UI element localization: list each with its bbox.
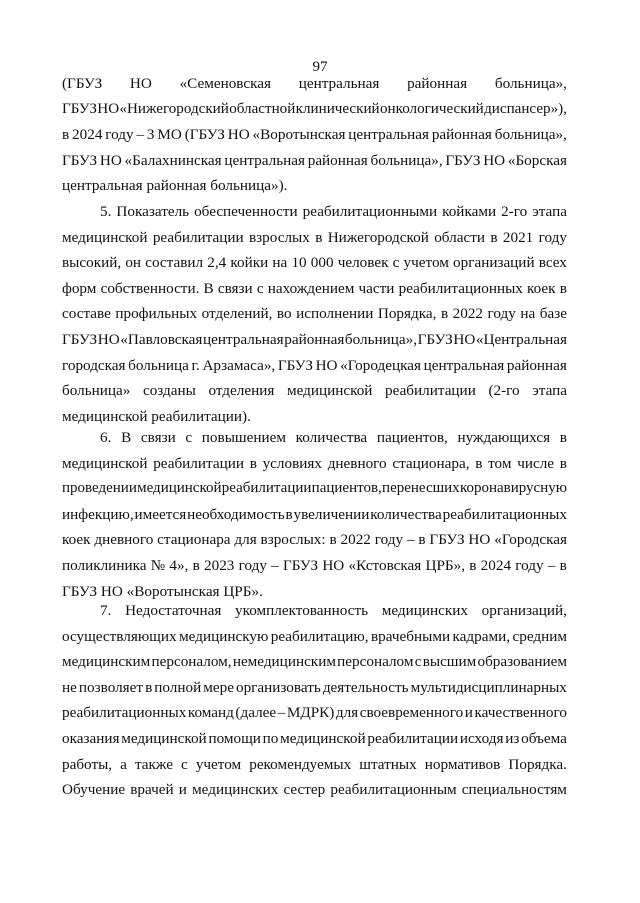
text-line: 6. В связи с повышением количества пациентов, нуждающихся в <box>100 429 567 446</box>
text-line: медицинской реабилитации взрослых в Нижегородской области в 2021 году <box>62 228 567 246</box>
text-line: оказания медицинской помощи по медицинской реабилитации исходя из объема <box>62 729 567 747</box>
text-line: форм собственности. В связи с нахождением части реабилитационных коек в <box>62 279 567 297</box>
text-line: (ГБУЗ НО «Семеновская центральная районная больница», <box>62 75 567 92</box>
text-line: инфекцию, имеется необходимость в увеличении количества реабилитационных <box>62 505 567 523</box>
paragraph-item-5 <box>62 199 567 429</box>
paragraph-continuation <box>62 71 567 199</box>
text-line: медицинской реабилитации в условиях дневного стационара, в том числе в <box>62 454 567 472</box>
page-number: 97 <box>312 59 328 75</box>
text-line: работы, а также с учетом рекомендуемых штатных нормативов Порядка. <box>62 755 567 773</box>
text-line: проведении медицинской реабилитации пациентов, перенесших коронавирусную <box>62 480 567 497</box>
text-line: в 2024 году – 3 МО (ГБУЗ НО «Воротынская центральная районная больница», <box>62 126 567 144</box>
text-line: не позволяет в полной мере организовать деятельность мультидисциплинарных <box>62 678 567 696</box>
text-line: медицинским персоналом, немедицинским персоналом с высшим образованием <box>62 653 567 671</box>
paragraph-item-7 <box>62 598 567 803</box>
paragraph-item-6 <box>62 425 567 604</box>
text-line: высокий, он составил 2,4 койки на 10 000 человек с учетом организаций всех <box>62 254 567 272</box>
text-line: городская больница г. Арзамаса», ГБУЗ НО «Городецкая центральная районная <box>62 356 567 374</box>
text-line: составе профильных отделений, во исполнении Порядка, в 2022 году на базе <box>62 305 567 323</box>
text-line: реабилитационных команд (далее – МДРК) для своевременного и качественного <box>62 704 567 722</box>
text-line: Обучение врачей и медицинских сестер реабилитационным специальностям <box>62 781 567 799</box>
text-line: поликлиника № 4», в 2023 году – ГБУЗ НО «Кстовская ЦРБ», в 2024 году – в <box>62 556 567 574</box>
text-line: 5. Показатель обеспеченности реабилитационными койками 2-го этапа <box>100 203 567 220</box>
text-line: 7. Недостаточная укомплектованность медицинских организаций, <box>100 602 567 619</box>
text-line: коек дневного стационара для взрослых: в 2022 году – в ГБУЗ НО «Городская <box>62 531 567 549</box>
text-line: ГБУЗ НО «Воротынская ЦРБ». <box>62 582 263 600</box>
text-line: ГБУЗ НО «Павловская центральная районная больница», ГБУЗ НО «Центральная <box>62 330 567 348</box>
text-line: медицинской реабилитации). <box>62 407 251 425</box>
text-line: центральная районная больница»). <box>62 177 288 195</box>
text-line: больница» созданы отделения медицинской реабилитации (2-го этапа <box>62 382 567 400</box>
text-line: осуществляющих медицинскую реабилитацию, врачебными кадрами, средним <box>62 627 567 645</box>
text-line: ГБУЗ НО «Балахнинская центральная районная больница», ГБУЗ НО «Борская <box>62 151 567 169</box>
text-line: ГБУЗ НО «Нижегородский областной клинический онкологический диспансер»), <box>62 100 567 117</box>
